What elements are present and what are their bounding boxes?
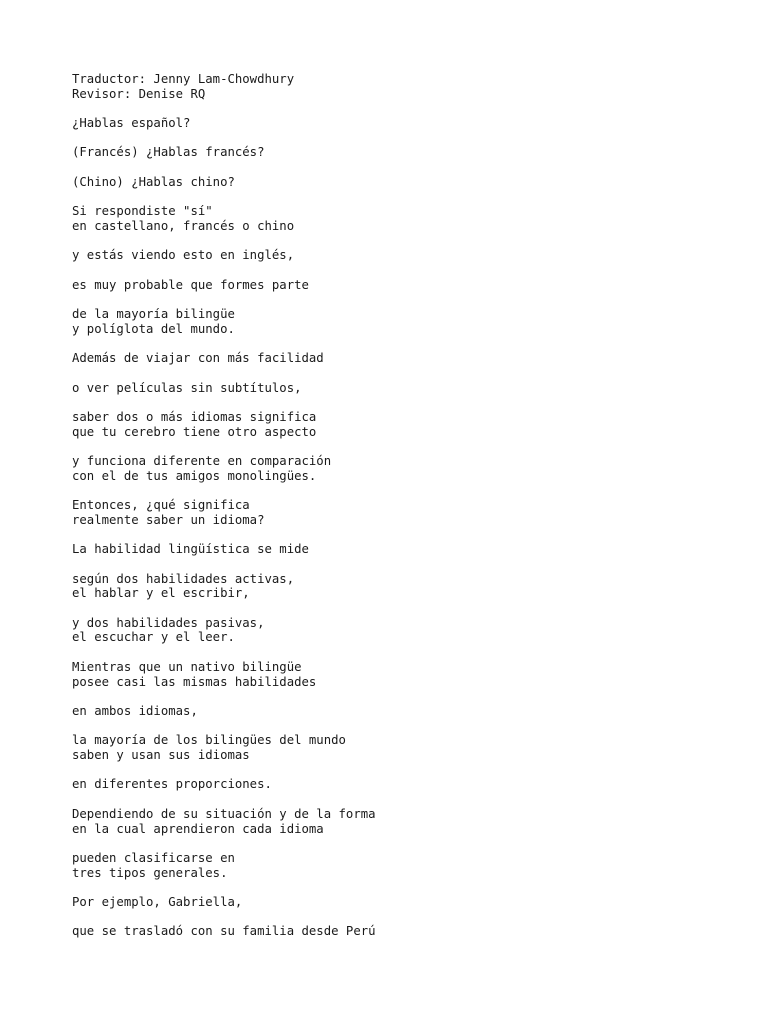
text-line: y dos habilidades pasivas, bbox=[72, 615, 265, 630]
text-line: Entonces, ¿qué significa bbox=[72, 498, 250, 513]
text-stanza bbox=[72, 777, 712, 792]
text-stanza bbox=[72, 704, 712, 719]
translator-line: Traductor: Jenny Lam-Chowdhury bbox=[72, 72, 295, 86]
reviewer-line: Revisor: Denise RQ bbox=[72, 86, 206, 101]
text-line: según dos habilidades activas, bbox=[72, 571, 295, 586]
text-stanza bbox=[72, 542, 712, 557]
text-line: y políglota del mundo. bbox=[72, 321, 235, 336]
text-line: pueden clasificarse en bbox=[72, 850, 235, 865]
text-stanza bbox=[72, 924, 712, 939]
text-stanza bbox=[72, 807, 712, 836]
text-line: Si respondiste "sí" bbox=[72, 204, 213, 219]
text-stanza bbox=[72, 454, 712, 483]
text-stanza bbox=[72, 381, 712, 396]
text-line: y estás viendo esto en inglés, bbox=[72, 248, 295, 263]
text-stanza bbox=[72, 307, 712, 336]
text-line: el escuchar y el leer. bbox=[72, 630, 235, 645]
text-line: la mayoría de los bilingües del mundo bbox=[72, 733, 346, 748]
text-stanza bbox=[72, 248, 712, 263]
text-line: es muy probable que formes parte bbox=[72, 277, 309, 292]
text-line: (Francés) ¿Hablas francés? bbox=[72, 145, 265, 160]
text-stanza bbox=[72, 572, 712, 601]
text-line: ¿Hablas español? bbox=[72, 116, 191, 131]
text-line: de la mayoría bilingüe bbox=[72, 307, 235, 322]
text-stanza bbox=[72, 204, 712, 233]
text-line: posee casi las mismas habilidades bbox=[72, 674, 317, 689]
text-stanza bbox=[72, 895, 712, 910]
text-line: Además de viajar con más facilidad bbox=[72, 351, 324, 366]
text-stanza bbox=[72, 351, 712, 366]
text-line: en castellano, francés o chino bbox=[72, 218, 295, 233]
text-line: (Chino) ¿Hablas chino? bbox=[72, 174, 235, 189]
text-line: saber dos o más idiomas significa bbox=[72, 410, 317, 425]
text-line: y funciona diferente en comparación bbox=[72, 454, 332, 469]
text-line: Por ejemplo, Gabriella, bbox=[72, 895, 243, 910]
text-stanza bbox=[72, 145, 712, 160]
text-stanza bbox=[72, 660, 712, 689]
text-stanza bbox=[72, 498, 712, 527]
text-stanza bbox=[72, 410, 712, 439]
text-line: con el de tus amigos monolingües. bbox=[72, 468, 317, 483]
transcript-page bbox=[72, 72, 712, 954]
text-stanza bbox=[72, 175, 712, 190]
text-line: en ambos idiomas, bbox=[72, 703, 198, 718]
text-line: que se trasladó con su familia desde Perú bbox=[72, 924, 376, 939]
text-line: tres tipos generales. bbox=[72, 865, 228, 880]
text-stanza bbox=[72, 278, 712, 293]
text-line: el hablar y el escribir, bbox=[72, 586, 250, 601]
text-stanza bbox=[72, 116, 712, 131]
credits-stanza bbox=[72, 72, 712, 101]
text-line: o ver películas sin subtítulos, bbox=[72, 380, 302, 395]
text-line: Dependiendo de su situación y de la forma bbox=[72, 806, 376, 821]
text-stanza bbox=[72, 851, 712, 880]
text-line: que tu cerebro tiene otro aspecto bbox=[72, 424, 317, 439]
text-line: realmente saber un idioma? bbox=[72, 512, 265, 527]
text-line: saben y usan sus idiomas bbox=[72, 748, 250, 763]
text-stanza bbox=[72, 733, 712, 762]
text-line: en la cual aprendieron cada idioma bbox=[72, 821, 324, 836]
text-line: La habilidad lingüística se mide bbox=[72, 542, 309, 557]
text-line: Mientras que un nativo bilingüe bbox=[72, 659, 302, 674]
text-stanza bbox=[72, 616, 712, 645]
text-line: en diferentes proporciones. bbox=[72, 777, 272, 792]
